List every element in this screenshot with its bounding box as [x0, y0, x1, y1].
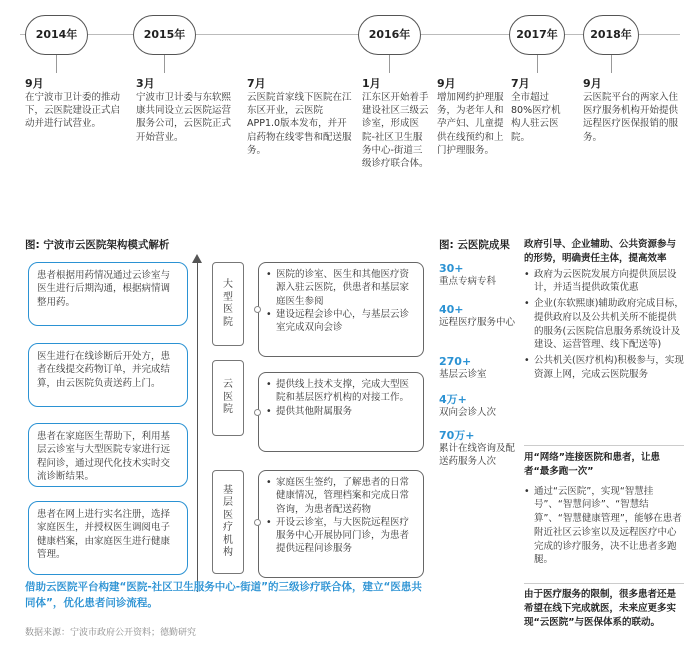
policy-heading: 由于医疗服务的限制，很多患者还是希望在线下完成就医，未来应更多实现“云医院”与医保体系的联动。	[524, 589, 677, 628]
result-number: 4万+	[439, 393, 467, 406]
result-number: 30+	[439, 262, 464, 275]
patient-box: 医生进行在线诊断后开处方，患者在线提交药物订单，并完成结算，由云医院负责送药上门。	[28, 343, 188, 407]
policy-bullet: • 公共机关(医疗机构)积极参与，实现资源上网，完成云医院服务	[524, 354, 684, 382]
patient-box: 患者在网上进行实名注册，选择家庭医生，并授权医生调阅电子健康档案，由家庭医生进行健康管理。	[28, 501, 188, 575]
event-month: 9月	[25, 77, 44, 90]
timeline-event	[583, 76, 683, 144]
year-badge-2015: 2015年	[133, 15, 196, 55]
policy-block-3	[524, 588, 684, 629]
provider-item: • 家庭医生签约，了解患者的日常健康情况，管理档案和完成日常咨询，为患者配送药物	[266, 476, 416, 516]
summary-note: 借助云医院平台构建“医院-社区卫生服务中心-街道”的三级诊疗联合体，建立“医患共同体”，优化患者问诊流程。	[25, 581, 422, 610]
year-badge-2017: 2017年	[509, 15, 565, 55]
provider-item: • 开设云诊室，与大医院远程医疗服务中心开展协同门诊，为患者提供远程问诊服务	[266, 516, 416, 556]
timeline-axis	[20, 34, 680, 35]
event-text: 在宁波市卫计委的推动下，云医院建设正式启动并进行试营业。	[25, 92, 121, 130]
year-badge-2014: 2014年	[25, 15, 88, 55]
timeline-tick	[537, 55, 538, 73]
result-label: 重点专病专科	[439, 276, 497, 288]
event-month: 7月	[511, 77, 530, 90]
year-badge-2018: 2018年	[583, 15, 639, 55]
connector-dot	[254, 519, 261, 526]
timeline-tick	[389, 55, 390, 73]
result-label: 基层云诊室	[439, 369, 487, 381]
timeline-tick	[611, 55, 612, 73]
results-title: 图: 云医院成果	[439, 239, 510, 251]
timeline-event	[437, 76, 505, 157]
flow-arrow	[197, 262, 198, 592]
result-number: 270+	[439, 355, 472, 368]
timeline-tick	[56, 55, 57, 73]
patient-box: 患者在家庭医生帮助下，利用基层云诊室与大型医院专家进行远程问诊，通过现代化技术实时交流诊断结果。	[28, 423, 188, 487]
connector-dot	[254, 409, 261, 416]
provider-item: • 建设远程会诊中心，与基层云诊室完成双向会诊	[266, 308, 416, 335]
policy-heading: 用“网络”连接医院和患者，让患者“最多跑一次”	[524, 452, 660, 477]
category-cloud-hospital: 云医院	[212, 360, 244, 436]
results-item	[439, 429, 515, 469]
diagram-title: 图: 宁波市云医院架构模式解析	[25, 239, 170, 251]
result-number: 40+	[439, 303, 464, 316]
provider-item: • 医院的诊室、医生和其他医疗资源入驻云医院，供患者和基层家庭医生参阅	[266, 268, 416, 308]
results-item	[439, 355, 515, 381]
event-month: 9月	[437, 77, 456, 90]
policy-heading: 政府引导、企业辅助、公共资源参与的形势，明确责任主体，提高效率	[524, 239, 677, 264]
timeline-event	[136, 76, 239, 144]
policy-bullet: • 企业(东软熙康)辅助政府完成目标，提供政府以及公共机关所不能提供的服务(云医院信息服务系统设计及建设、运营管理、线下配送等)	[524, 297, 684, 352]
results-list	[439, 262, 515, 288]
provider-box-large-hospital	[258, 262, 424, 357]
divider	[524, 445, 684, 446]
event-month: 9月	[583, 77, 602, 90]
result-label: 累计在线咨询及配送药服务人次	[439, 443, 516, 468]
provider-item: • 提供线上技术支撑，完成大型医院和基层医疗机构的对接工作。	[266, 378, 416, 405]
policy-bullet: • 通过“云医院”，实现“智慧挂号”、“智慧问诊”、“智慧结算”、“智慧健康管理”，能够在患者附近社区云诊室以及远程医疗中心完成的诊疗服务，决不让患者多跑腿。	[524, 485, 684, 568]
event-text: 增加网约护理服务，为老年人和孕产妇、儿童提供在线预约和上门护理服务。	[437, 92, 504, 156]
policy-bullet: • 政府为云医院发展方向提供顶层设计，并适当提供政策优惠	[524, 268, 684, 296]
event-month: 3月	[136, 77, 155, 90]
timeline-event	[362, 76, 430, 170]
event-month: 7月	[247, 77, 266, 90]
event-text: 全市超过80%医疗机构人驻云医院。	[511, 92, 561, 143]
result-number: 70万+	[439, 429, 475, 442]
year-badge-2016: 2016年	[358, 15, 421, 55]
event-text: 云医院平台的两家入住医疗服务机构开始提供远程医疗医保报销的服务。	[583, 92, 679, 143]
timeline-event	[511, 76, 569, 144]
provider-box-grassroots	[258, 470, 424, 578]
policy-block-2	[524, 451, 684, 567]
source-note: 数据来源：宁波市政府公开资料；德勤研究	[25, 628, 197, 638]
policy-block-1	[524, 238, 684, 382]
results-item	[439, 393, 515, 419]
event-text: 云医院首家线下医院在江东区开业，云医院APP1.0版本发布，并开启药物在线零售和配送服务。	[247, 92, 352, 156]
provider-box-cloud-hospital	[258, 372, 424, 452]
category-grassroots: 基层医疗机构	[212, 470, 244, 574]
timeline-event	[247, 76, 355, 157]
result-label: 双向会诊人次	[439, 407, 497, 419]
event-month: 1月	[362, 77, 381, 90]
category-large-hospital: 大型医院	[212, 262, 244, 346]
timeline-tick	[164, 55, 165, 73]
divider	[524, 583, 684, 584]
patient-box: 患者根据用药情况通过云诊室与医生进行后期沟通，根据病情调整用药。	[28, 262, 188, 326]
results-item	[439, 303, 515, 329]
provider-item: • 提供其他附属服务	[266, 405, 416, 418]
timeline-event	[25, 76, 128, 131]
event-text: 宁波市卫计委与东软熙康共同设立云医院运营服务公司，云医院正式开始营业。	[136, 92, 232, 143]
arrow-head-icon	[192, 254, 202, 263]
result-label: 远程医疗服务中心	[439, 317, 516, 329]
event-text: 江东区开始着手建设社区三级云诊室，形成医院-社区卫生服务中心-街道三级诊疗联合体。	[362, 92, 429, 169]
connector-dot	[254, 306, 261, 313]
